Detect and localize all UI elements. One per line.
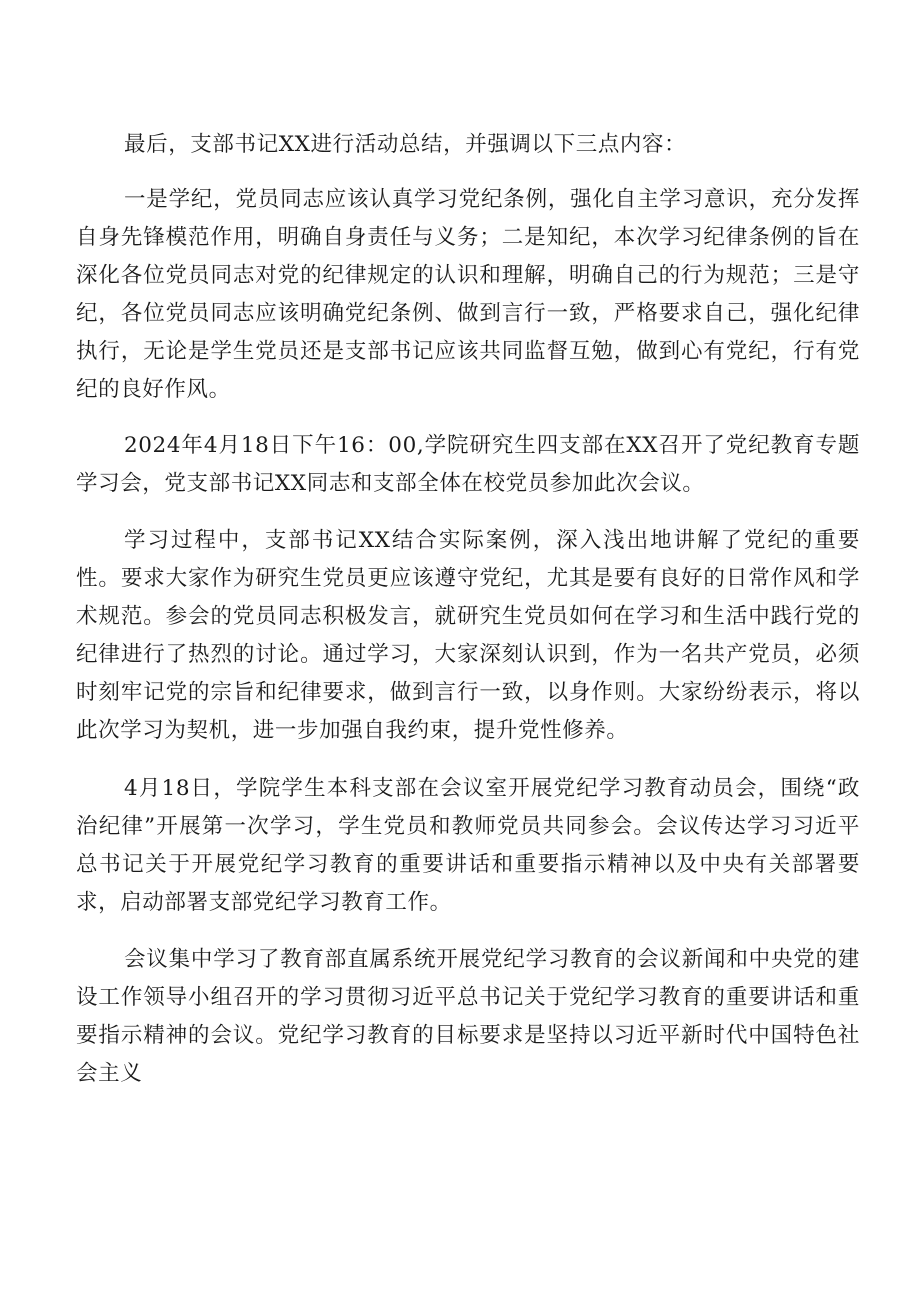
document-body — [76, 126, 860, 1093]
paragraph-undergrad-meeting: 4月18日，学院学生本科支部在会议室开展党纪学习教育动员会，围绕“政治纪律”开展第一次学习，学生党员和教师党员共同参会。会议传达学习习近平总书记关于开展党纪学习教育的重要讲话和重要指示精神以及中央有关部署要求，启动部署支部党纪学习教育工作。 — [76, 776, 860, 915]
paragraph-collective-study: 会议集中学习了教育部直属系统开展党纪学习教育的会议新闻和中央党的建设工作领导小组召开的学习贯彻习近平总书记关于党纪学习教育的重要讲话和重要指示精神的会议。党纪学习教育的目标要求是坚持以习近平新时代中国特色社会主义 — [76, 947, 860, 1086]
paragraph-meeting-date: 2024年4月18日下午16：00,学院研究生四支部在XX召开了党纪教育专题学习会，党支部书记XX同志和支部全体在校党员参加此次会议。 — [76, 433, 860, 496]
paragraph-three-points: 一是学纪，党员同志应该认真学习党纪条例，强化自主学习意识，充分发挥自身先锋模范作用，明确自身责任与义务；二是知纪，本次学习纪律条例的旨在深化各位党员同志对党的纪律规定的认识和理解，明确自己的行为规范；三是守纪，各位党员同志应该明确党纪条例、做到言行一致，严格要求自己，强化纪律执行，无论是学生党员还是支部书记应该共同监督互勉，做到心有党纪，行有党纪的良好作风。 — [76, 187, 860, 402]
paragraph-summary-intro: 最后，支部书记XX进行活动总结，并强调以下三点内容： — [124, 132, 687, 157]
paragraph-study-process: 学习过程中，支部书记XX结合实际案例，深入浅出地讲解了党纪的重要性。要求大家作为研究生党员更应该遵守党纪，尤其是要有良好的日常作风和学术规范。参会的党员同志积极发言，就研究生党员如何在学习和生活中践行党的纪律进行了热烈的讨论。通过学习，大家深刻认识到，作为一名共产党员，必须时刻牢记党的宗旨和纪律要求，做到言行一致，以身作则。大家纷纷表示，将以此次学习为契机，进一步加强自我约束，提升党性修养。 — [76, 528, 860, 743]
